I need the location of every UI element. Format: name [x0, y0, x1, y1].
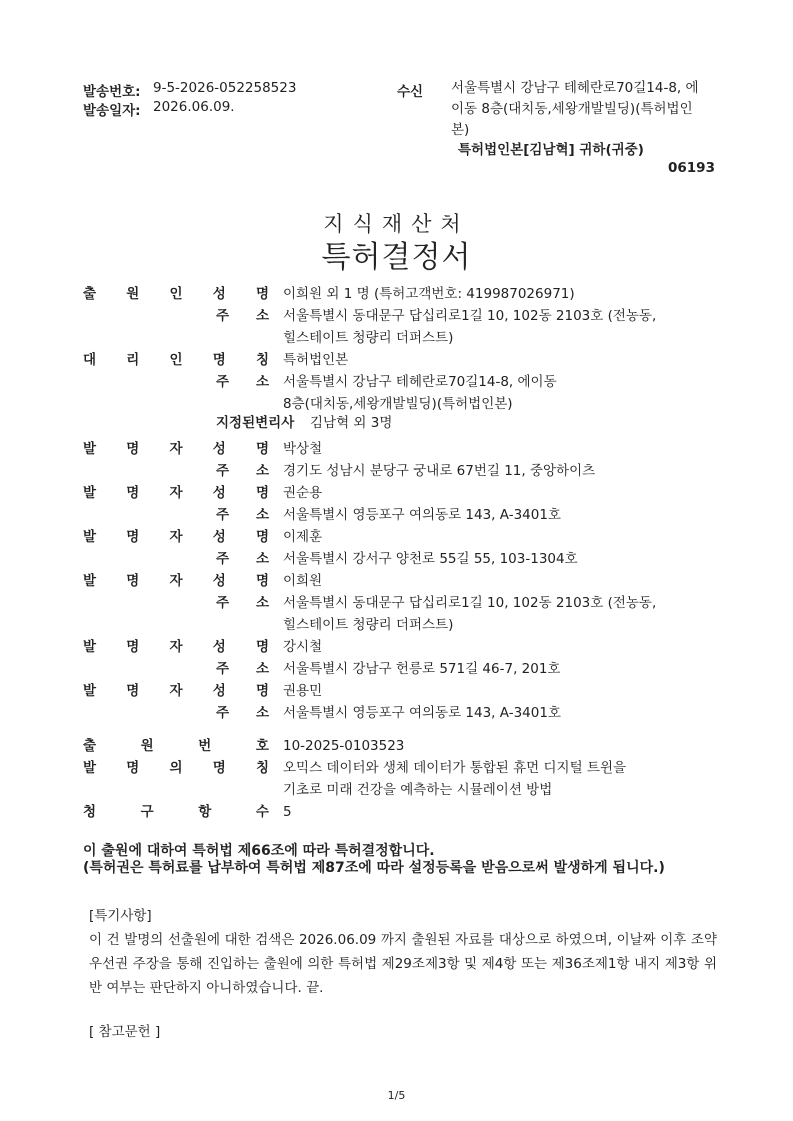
applicant-address: 힐스테이트 청량리 더퍼스트) — [283, 330, 454, 346]
inventor-label: 발 명 자 성 명 — [83, 639, 269, 655]
inventor-address: 서울특별시 영등포구 여의동로 143, A-3401호 — [283, 705, 561, 721]
inventor-address: 서울특별시 동대문구 답십리로1길 10, 102동 2103호 (전농동, — [283, 595, 657, 611]
agent-label: 대 리 인 명 칭 — [83, 352, 269, 368]
recipient-name: 특허법인본[김남혁] 귀하(귀중) — [458, 142, 644, 158]
page-number: 1/5 — [387, 1089, 406, 1102]
inventor-label: 발 명 자 성 명 — [83, 573, 269, 589]
address-label: 주 소 — [216, 507, 269, 523]
office-title: 지식재산처 — [323, 212, 470, 236]
inventor-address: 경기도 성남시 분당구 궁내로 67번길 11, 중앙하이츠 — [283, 463, 596, 479]
decision-statement: 이 출원에 대하여 특허법 제66조에 따라 특허결정합니다. — [83, 843, 435, 859]
address-label: 주 소 — [216, 463, 269, 479]
special-note-heading: [특기사항] — [89, 908, 152, 924]
address-label: 주 소 — [216, 595, 269, 611]
decision-note: (특허권은 특허료를 납부하여 특허법 제87조에 따라 설정등록을 받음으로써 발생하게 됩니다.) — [83, 860, 665, 876]
applicant-name: 이희원 외 1 명 (특허고객번호: 419987026971) — [283, 286, 575, 302]
application-number-label: 출 원 번 호 — [83, 738, 269, 754]
claims-label: 청 구 항 수 — [83, 804, 269, 820]
recipient-line: 이동 8층(대치동,세왕개발빌딩)(특허법인 — [451, 101, 693, 117]
inventor-address: 힐스테이트 청량리 더퍼스트) — [283, 617, 454, 633]
agent-address: 8층(대치동,세왕개발빌딩)(특허법인본) — [283, 396, 513, 412]
recipient-label: 수신 — [397, 84, 424, 100]
postal-code: 06193 — [668, 160, 715, 176]
send-date: 2026.06.09. — [153, 99, 235, 115]
claims-count: 5 — [283, 804, 292, 820]
inventor-address: 서울특별시 강서구 양천로 55길 55, 103-1304호 — [283, 551, 578, 567]
inventor-name: 권순용 — [283, 485, 323, 501]
agent-name: 특허법인본 — [283, 352, 349, 368]
recipient-address — [451, 78, 699, 141]
inventor-label: 발 명 자 성 명 — [83, 485, 269, 501]
agent-address: 서울특별시 강남구 테헤란로70길14-8, 에이동 — [283, 374, 557, 390]
document-title: 특허결정서 — [321, 240, 472, 275]
invention-title-label: 발 명 의 명 칭 — [83, 760, 269, 776]
applicant-address: 서울특별시 동대문구 답십리로1길 10, 102동 2103호 (전농동, — [283, 308, 657, 324]
inventor-address: 서울특별시 강남구 헌릉로 571길 46-7, 201호 — [283, 661, 561, 677]
inventor-name: 권용민 — [283, 683, 323, 699]
applicant-label: 출 원 인 성 명 — [83, 286, 269, 302]
inventor-name: 이제훈 — [283, 529, 323, 545]
invention-title: 오믹스 데이터와 생체 데이터가 통합된 휴먼 디지털 트윈을 — [283, 760, 627, 776]
references-heading: [ 참고문헌 ] — [89, 1024, 161, 1040]
special-note-body: 이 건 발명의 선출원에 대한 검색은 2026.06.09 까지 출원된 자료를 대상으로 하였으며, 이날짜 이후 조약우선권 주장을 통해 진입하는 출원에 의한 특허법 제29조제3항 및 제4항 또는 제36조제1항 내지 제3항 위반 여부는 판단하지 아니하였습니다. 끝. — [89, 932, 717, 996]
address-label: 주 소 — [216, 705, 269, 721]
inventor-label: 발 명 자 성 명 — [83, 529, 269, 545]
send-number: 9-5-2026-052258523 — [153, 80, 297, 96]
inventor-label: 발 명 자 성 명 — [83, 441, 269, 457]
inventor-address: 서울특별시 영등포구 여의동로 143, A-3401호 — [283, 507, 561, 523]
recipient-line: 본) — [451, 122, 470, 138]
application-number: 10-2025-0103523 — [283, 738, 405, 754]
send-date-label: 발송일자: — [83, 103, 141, 119]
inventor-label: 발 명 자 성 명 — [83, 683, 269, 699]
address-label: 주 소 — [216, 308, 269, 324]
inventor-name: 박상철 — [283, 441, 323, 457]
designated-attorney: 김남혁 외 3명 — [310, 415, 393, 431]
address-label: 주 소 — [216, 661, 269, 677]
invention-title: 기초로 미래 건강을 예측하는 시뮬레이션 방법 — [283, 782, 553, 798]
inventor-name: 강시철 — [283, 639, 323, 655]
address-label: 주 소 — [216, 374, 269, 390]
recipient-line: 서울특별시 강남구 테헤란로70길14-8, 에 — [451, 80, 699, 96]
inventor-name: 이희원 — [283, 573, 323, 589]
send-number-label: 발송번호: — [83, 84, 141, 100]
address-label: 주 소 — [216, 551, 269, 567]
designated-attorney-label: 지정된변리사 — [216, 415, 295, 431]
